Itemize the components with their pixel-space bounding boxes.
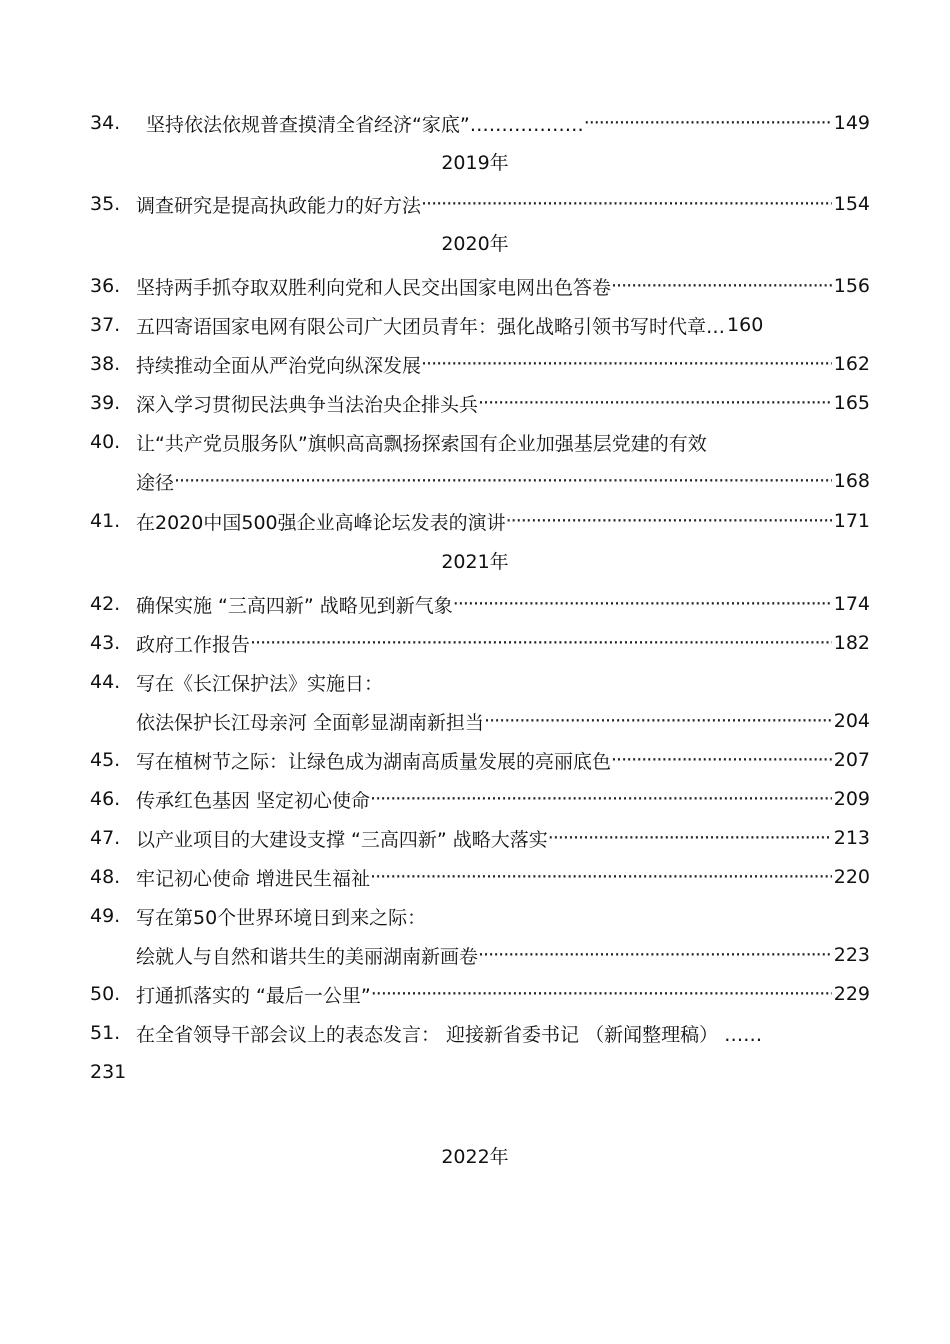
entry-title-continuation: 依法保护长江母亲河 全面彰显湖南新担当 <box>136 711 485 734</box>
entry-number: 43. <box>90 632 121 654</box>
toc-line <box>90 784 870 814</box>
toc-line <box>90 628 870 658</box>
entry-number: 41. <box>90 510 121 532</box>
year-heading: 2021年 <box>441 551 509 573</box>
entry-title: 写在第50个世界环境日到来之际： <box>136 906 427 929</box>
entry-title: 持续推动全面从严治党向纵深发展 <box>136 354 422 377</box>
toc-line <box>90 310 870 340</box>
page-number: 204 <box>833 710 870 732</box>
page-number: 207 <box>833 749 870 771</box>
entry-number: 38. <box>90 353 121 375</box>
year-heading: 2020年 <box>441 233 509 255</box>
entry-title: 在全省领导干部会议上的表态发言： 迎接新省委书记 （新闻整理稿） …… <box>136 1023 763 1046</box>
dot-leader <box>484 710 832 732</box>
entry-title: 深入学习贯彻民法典争当法治央企排头兵 <box>136 393 479 416</box>
entry-title: 让“共产党员服务队”旗帜高高飘扬探索国有企业加强基层党建的有效 <box>136 432 707 455</box>
dot-leader <box>370 788 832 810</box>
entry-number: 37. <box>90 314 121 336</box>
toc-line <box>90 979 870 1009</box>
entry-number: 49. <box>90 905 121 927</box>
toc-line <box>90 862 870 892</box>
page-number: 160 <box>727 314 764 336</box>
toc-line <box>90 271 870 301</box>
page-number: 231 <box>90 1061 127 1083</box>
entry-number: 50. <box>90 983 121 1005</box>
page-number: 165 <box>833 392 870 414</box>
entry-title: 牢记初心使命 增进民生福祉 <box>136 867 371 890</box>
toc-line-continuation <box>90 706 870 736</box>
entry-number: 36. <box>90 275 121 297</box>
toc-line <box>90 745 870 775</box>
toc-line <box>90 506 870 536</box>
dot-leader <box>611 275 832 297</box>
dot-leader <box>250 632 832 654</box>
toc-line <box>90 388 870 418</box>
entry-number: 48. <box>90 866 121 888</box>
toc-line <box>90 667 870 697</box>
entry-title: 确保实施 “三高四新” 战略见到新气象 <box>136 594 453 617</box>
toc-line <box>90 189 870 219</box>
entry-title: 坚持依法依规普查摸清全省经济“家底”……………… <box>146 113 584 136</box>
toc-line <box>90 427 870 457</box>
toc-line <box>90 108 870 138</box>
toc-line <box>90 349 870 379</box>
page-number: 171 <box>833 510 870 532</box>
toc-line-continuation <box>90 466 870 496</box>
page-number: 174 <box>833 593 870 615</box>
page-number: 229 <box>833 983 870 1005</box>
page-number: 182 <box>833 632 870 654</box>
dot-leader <box>370 866 832 888</box>
page-number: 156 <box>833 275 870 297</box>
dot-leader <box>548 827 832 849</box>
entry-number: 42. <box>90 593 121 615</box>
toc-line <box>90 1018 870 1048</box>
year-heading: 2019年 <box>441 152 509 174</box>
entry-number: 51. <box>90 1022 121 1044</box>
toc-line-overflow <box>90 1057 870 1087</box>
page-number: 168 <box>833 470 870 492</box>
entry-title: 写在植树节之际：让绿色成为湖南高质量发展的亮丽底色 <box>136 750 612 773</box>
entry-number: 34. <box>90 112 121 134</box>
dot-leader <box>174 470 832 492</box>
entry-number: 47. <box>90 827 121 849</box>
dot-leader <box>421 193 832 215</box>
entry-number: 39. <box>90 392 121 414</box>
toc-line <box>90 823 870 853</box>
dot-leader <box>611 749 832 771</box>
page-number: 162 <box>833 353 870 375</box>
toc-line-continuation <box>90 940 870 970</box>
page-number: 209 <box>833 788 870 810</box>
entry-title-continuation: 途径 <box>136 471 175 494</box>
toc-line <box>90 901 870 931</box>
entry-title: 写在《长江保护法》实施日： <box>136 672 384 695</box>
entry-title: 打通抓落实的 “最后一公里” <box>136 984 371 1007</box>
toc-line <box>90 589 870 619</box>
page-number: 220 <box>833 866 870 888</box>
dot-leader <box>478 392 832 414</box>
page-number: 213 <box>833 827 870 849</box>
entry-number: 45. <box>90 749 121 771</box>
entry-title: 五四寄语国家电网有限公司广大团员青年：强化战略引领书写时代章… <box>136 315 726 338</box>
entry-number: 35. <box>90 193 121 215</box>
dot-leader <box>478 944 832 966</box>
entry-title: 坚持两手抓夺取双胜利向党和人民交出国家电网出色答卷 <box>136 276 612 299</box>
entry-title: 以产业项目的大建设支撑 “三高四新” 战略大落实 <box>136 828 548 851</box>
dot-leader <box>421 353 832 375</box>
entry-number: 40. <box>90 431 121 453</box>
entry-title: 传承红色基因 坚定初心使命 <box>136 789 371 812</box>
year-heading: 2022年 <box>441 1146 509 1168</box>
dot-leader <box>453 593 832 615</box>
entry-number: 46. <box>90 788 121 810</box>
dot-leader <box>506 510 832 532</box>
dot-leader <box>584 112 832 134</box>
page-number: 154 <box>833 193 870 215</box>
page-number: 223 <box>833 944 870 966</box>
entry-title: 在2020中国500强企业高峰论坛发表的演讲 <box>136 511 506 534</box>
entry-title-continuation: 绘就人与自然和谐共生的美丽湖南新画卷 <box>136 945 479 968</box>
dot-leader <box>371 983 832 1005</box>
page-number: 149 <box>833 112 870 134</box>
entry-number: 44. <box>90 671 121 693</box>
entry-title: 调查研究是提高执政能力的好方法 <box>136 194 422 217</box>
entry-title: 政府工作报告 <box>136 633 251 656</box>
